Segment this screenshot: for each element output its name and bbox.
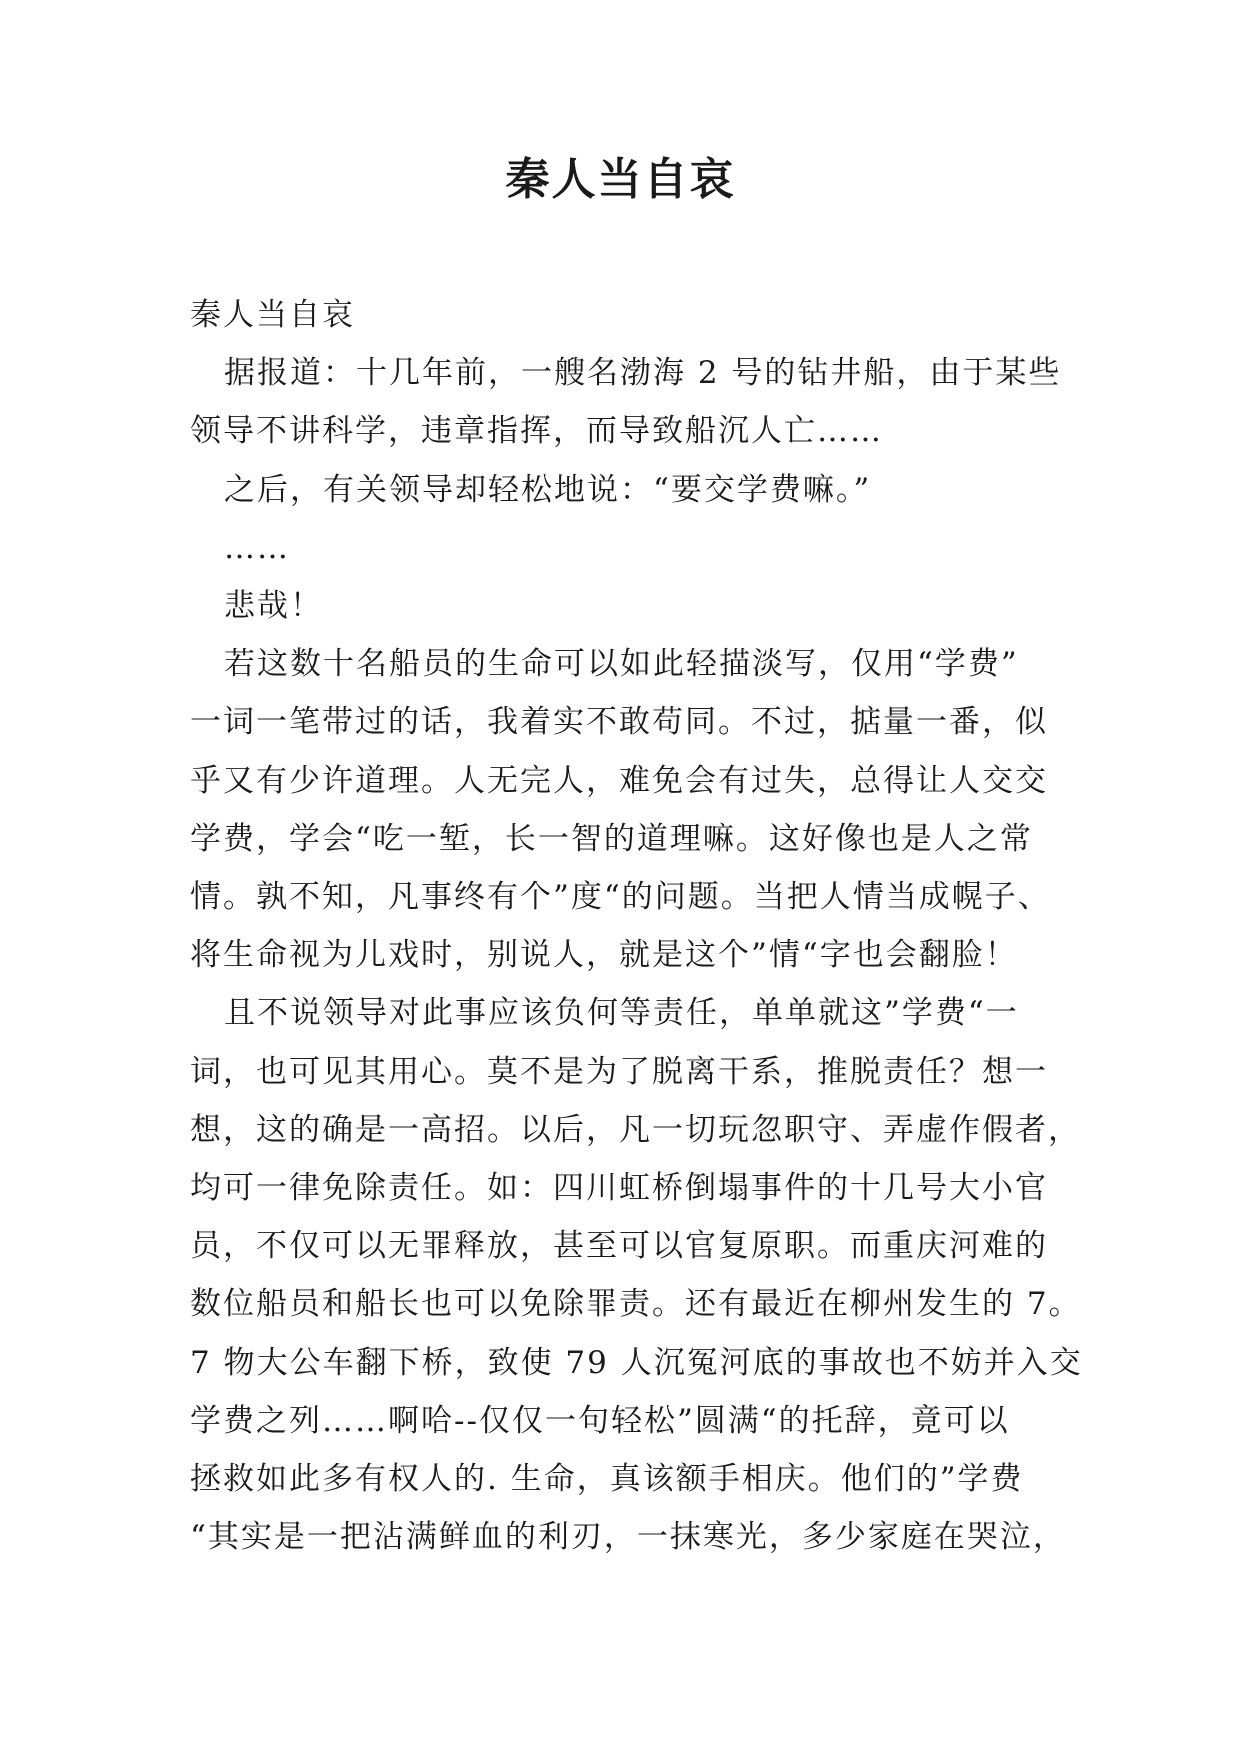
paragraph-line: 学费，学会“吃一堑，长一智的道理嘛。这好像也是人之常 (190, 820, 1033, 857)
paragraph-line: 均可一律免除责任。如：四川虹桥倒塌事件的十几号大小官 (190, 1170, 1048, 1207)
paragraph-line: 情。孰不知，凡事终有个”度“的问题。当把人情当成幌子、 (190, 879, 1051, 916)
paragraph-line: 悲哉！ (224, 588, 323, 625)
paragraph-line: 若这数十名船员的生命可以如此轻描淡写，仅用“学费” (224, 646, 1019, 683)
paragraph-line: 领导不讲科学，违章指挥，而导致船沉人亡…… (190, 413, 883, 450)
paragraph-line: 将生命视为儿戏时，别说人，就是这个”情“字也会翻脸！ (190, 937, 1018, 974)
document-body (190, 286, 1083, 1566)
paragraph-line: 据报道：十几年前，一艘名渤海 2 号的钻井船，由于某些 (224, 355, 1062, 392)
paragraph-line: 词，也可见其用心。莫不是为了脱离干系，推脱责任？想一 (190, 1053, 1048, 1090)
subtitle-line: 秦人当自哀 (190, 297, 355, 333)
paragraph-line: 数位船员和船长也可以免除罪责。还有最近在柳州发生的 7。 (190, 1286, 1082, 1323)
document-title: 秦人当自哀 (505, 154, 736, 205)
paragraph-line: 员，不仅可以无罪释放，甚至可以官复原职。而重庆河难的 (190, 1228, 1048, 1265)
paragraph-line: 一词一笔带过的话，我着实不敢苟同。不过，掂量一番，似 (190, 704, 1048, 741)
paragraph-line: 学费之列……啊哈--仅仅一句轻松”圆满“的托辞，竟可以 (190, 1402, 1010, 1439)
paragraph-line: “其实是一把沾满鲜血的利刃，一抹寒光，多少家庭在哭泣， (190, 1519, 1066, 1556)
paragraph-line: 之后，有关领导却轻松地说：“要交学费嘛。” (224, 471, 872, 508)
paragraph-line: 7 物大公车翻下桥，致使 79 人沉冤河底的事故也不妨并入交 (190, 1344, 1083, 1381)
paragraph-line: …… (224, 529, 290, 566)
paragraph-line: 想，这的确是一高招。以后，凡一切玩忽职守、弄虚作假者， (190, 1111, 1081, 1148)
paragraph-line: 且不说领导对此事应该负何等责任，单单就这”学费“一 (224, 995, 1019, 1032)
paragraph-line: 拯救如此多有权人的. 生命，真该额手相庆。他们的”学费 (190, 1461, 1024, 1498)
paragraph-line: 乎又有少许道理。人无完人，难免会有过失，总得让人交交 (190, 762, 1048, 799)
